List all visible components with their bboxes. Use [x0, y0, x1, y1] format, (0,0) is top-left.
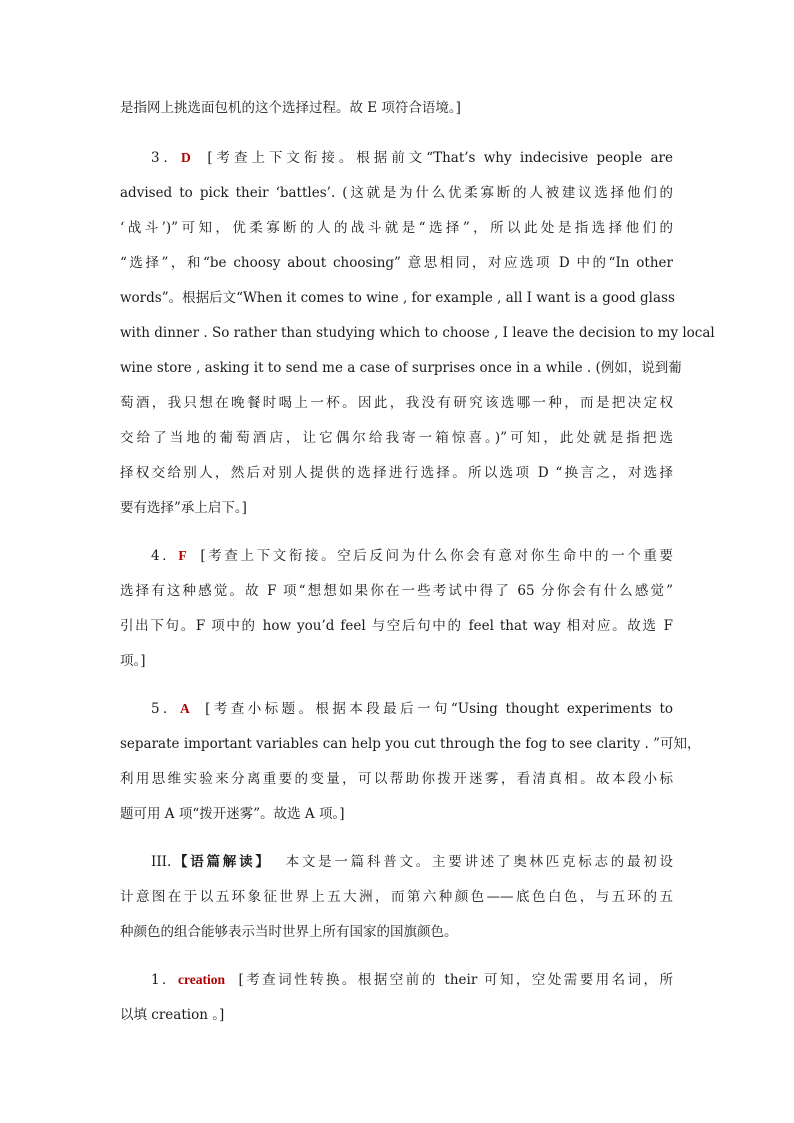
text-line: advised to pick their ‘battles’. (这就是为什么优柔寡断的人被建议选择他们的: [120, 185, 673, 201]
question-number: 1．: [151, 972, 178, 988]
answer-letter: F: [178, 548, 187, 563]
text-line: 是指网上挑选面包机的这个选择过程。故 E 项符合语境。]: [120, 100, 461, 116]
question-3-heading: [151, 148, 673, 168]
question-number: 4．: [151, 548, 179, 564]
text-line: 题可用 A 项“拨开迷雾”。故选 A 项。]: [120, 806, 345, 822]
text-line: words”。根据后文“When it comes to wine , for example , all I want is a good glass: [120, 290, 675, 306]
question-number: 5．: [151, 701, 180, 717]
text-line: with dinner . So rather than studying which to choose , I leave the decision to my local: [120, 325, 715, 341]
question-5-heading: [151, 699, 673, 719]
question-4-heading: [151, 546, 673, 566]
text-line: ‘战斗’)”可知，优柔寡断的人的战斗就是“选择”，所以此处是指选择他们的: [120, 220, 673, 236]
text-line: “选择”，和“be choosy about choosing” 意思相同，对应选项 D 中的“In other: [120, 255, 673, 271]
text-line: 项。]: [120, 653, 146, 669]
text-line: 交给了当地的葡萄酒店，让它偶尔给我寄一箱惊喜。)”可知，此处就是指把选: [120, 430, 673, 446]
explanation-text: [考查词性转换。根据空前的 their 可知，空处需要用名词，所: [238, 972, 673, 988]
question-number: 3．: [151, 150, 182, 166]
text-line: 种颜色的组合能够表示当时世界上所有国家的国旗颜色。: [120, 924, 458, 940]
text-line: 引出下句。F 项中的 how you’d feel 与空后句中的 feel that way 相对应。故选 F: [120, 618, 673, 634]
text-line: 要有选择”承上启下。]: [120, 500, 247, 516]
text-line: 计意图在于以五环象征世界上五大洲，而第六种颜色——底色白色，与五环的五: [120, 889, 673, 905]
answer-letter: A: [179, 701, 190, 716]
text-line: 选择有这种感觉。故 F 项“想想如果你在一些考试中得了 65 分你会有什么感觉”: [120, 583, 673, 599]
answer-letter: D: [181, 150, 191, 165]
text-line: separate important variables can help you cut through the fog to see clarity . ”可知，: [120, 736, 701, 752]
section-number: III.: [151, 854, 172, 870]
text-line: 萄酒，我只想在晚餐时喝上一杯。因此，我没有研究该选哪一种，而是把决定权: [120, 395, 673, 411]
answer-word: creation: [178, 972, 225, 987]
explanation-text: [考查上下文衔接。根据前文“That’s why indecisive people are: [207, 150, 673, 166]
explanation-text: [考查上下文衔接。空后反问为什么你会有意对你生命中的一个重要: [200, 548, 673, 564]
text-line: 以填 creation 。]: [120, 1007, 225, 1023]
text-line: wine store , asking it to send me a case of surprises once in a while . (例如，说到葡: [120, 360, 682, 376]
explanation-text: [考查小标题。根据本段最后一句“Using thought experiments to: [205, 701, 673, 717]
summary-text: 本文是一篇科普文。主要讲述了奥林匹克标志的最初设: [285, 854, 673, 870]
section-tag: 【语篇解读】: [171, 854, 272, 870]
text-line: 择权交给别人，然后对别人提供的选择进行选择。所以选项 D “换言之，对选择: [120, 465, 673, 481]
cloze-1-heading: [151, 970, 673, 990]
text-line: 利用思维实验来分离重要的变量，可以帮助你拨开迷雾，看清真相。故本段小标: [120, 771, 673, 787]
section-3-heading: [151, 852, 673, 872]
